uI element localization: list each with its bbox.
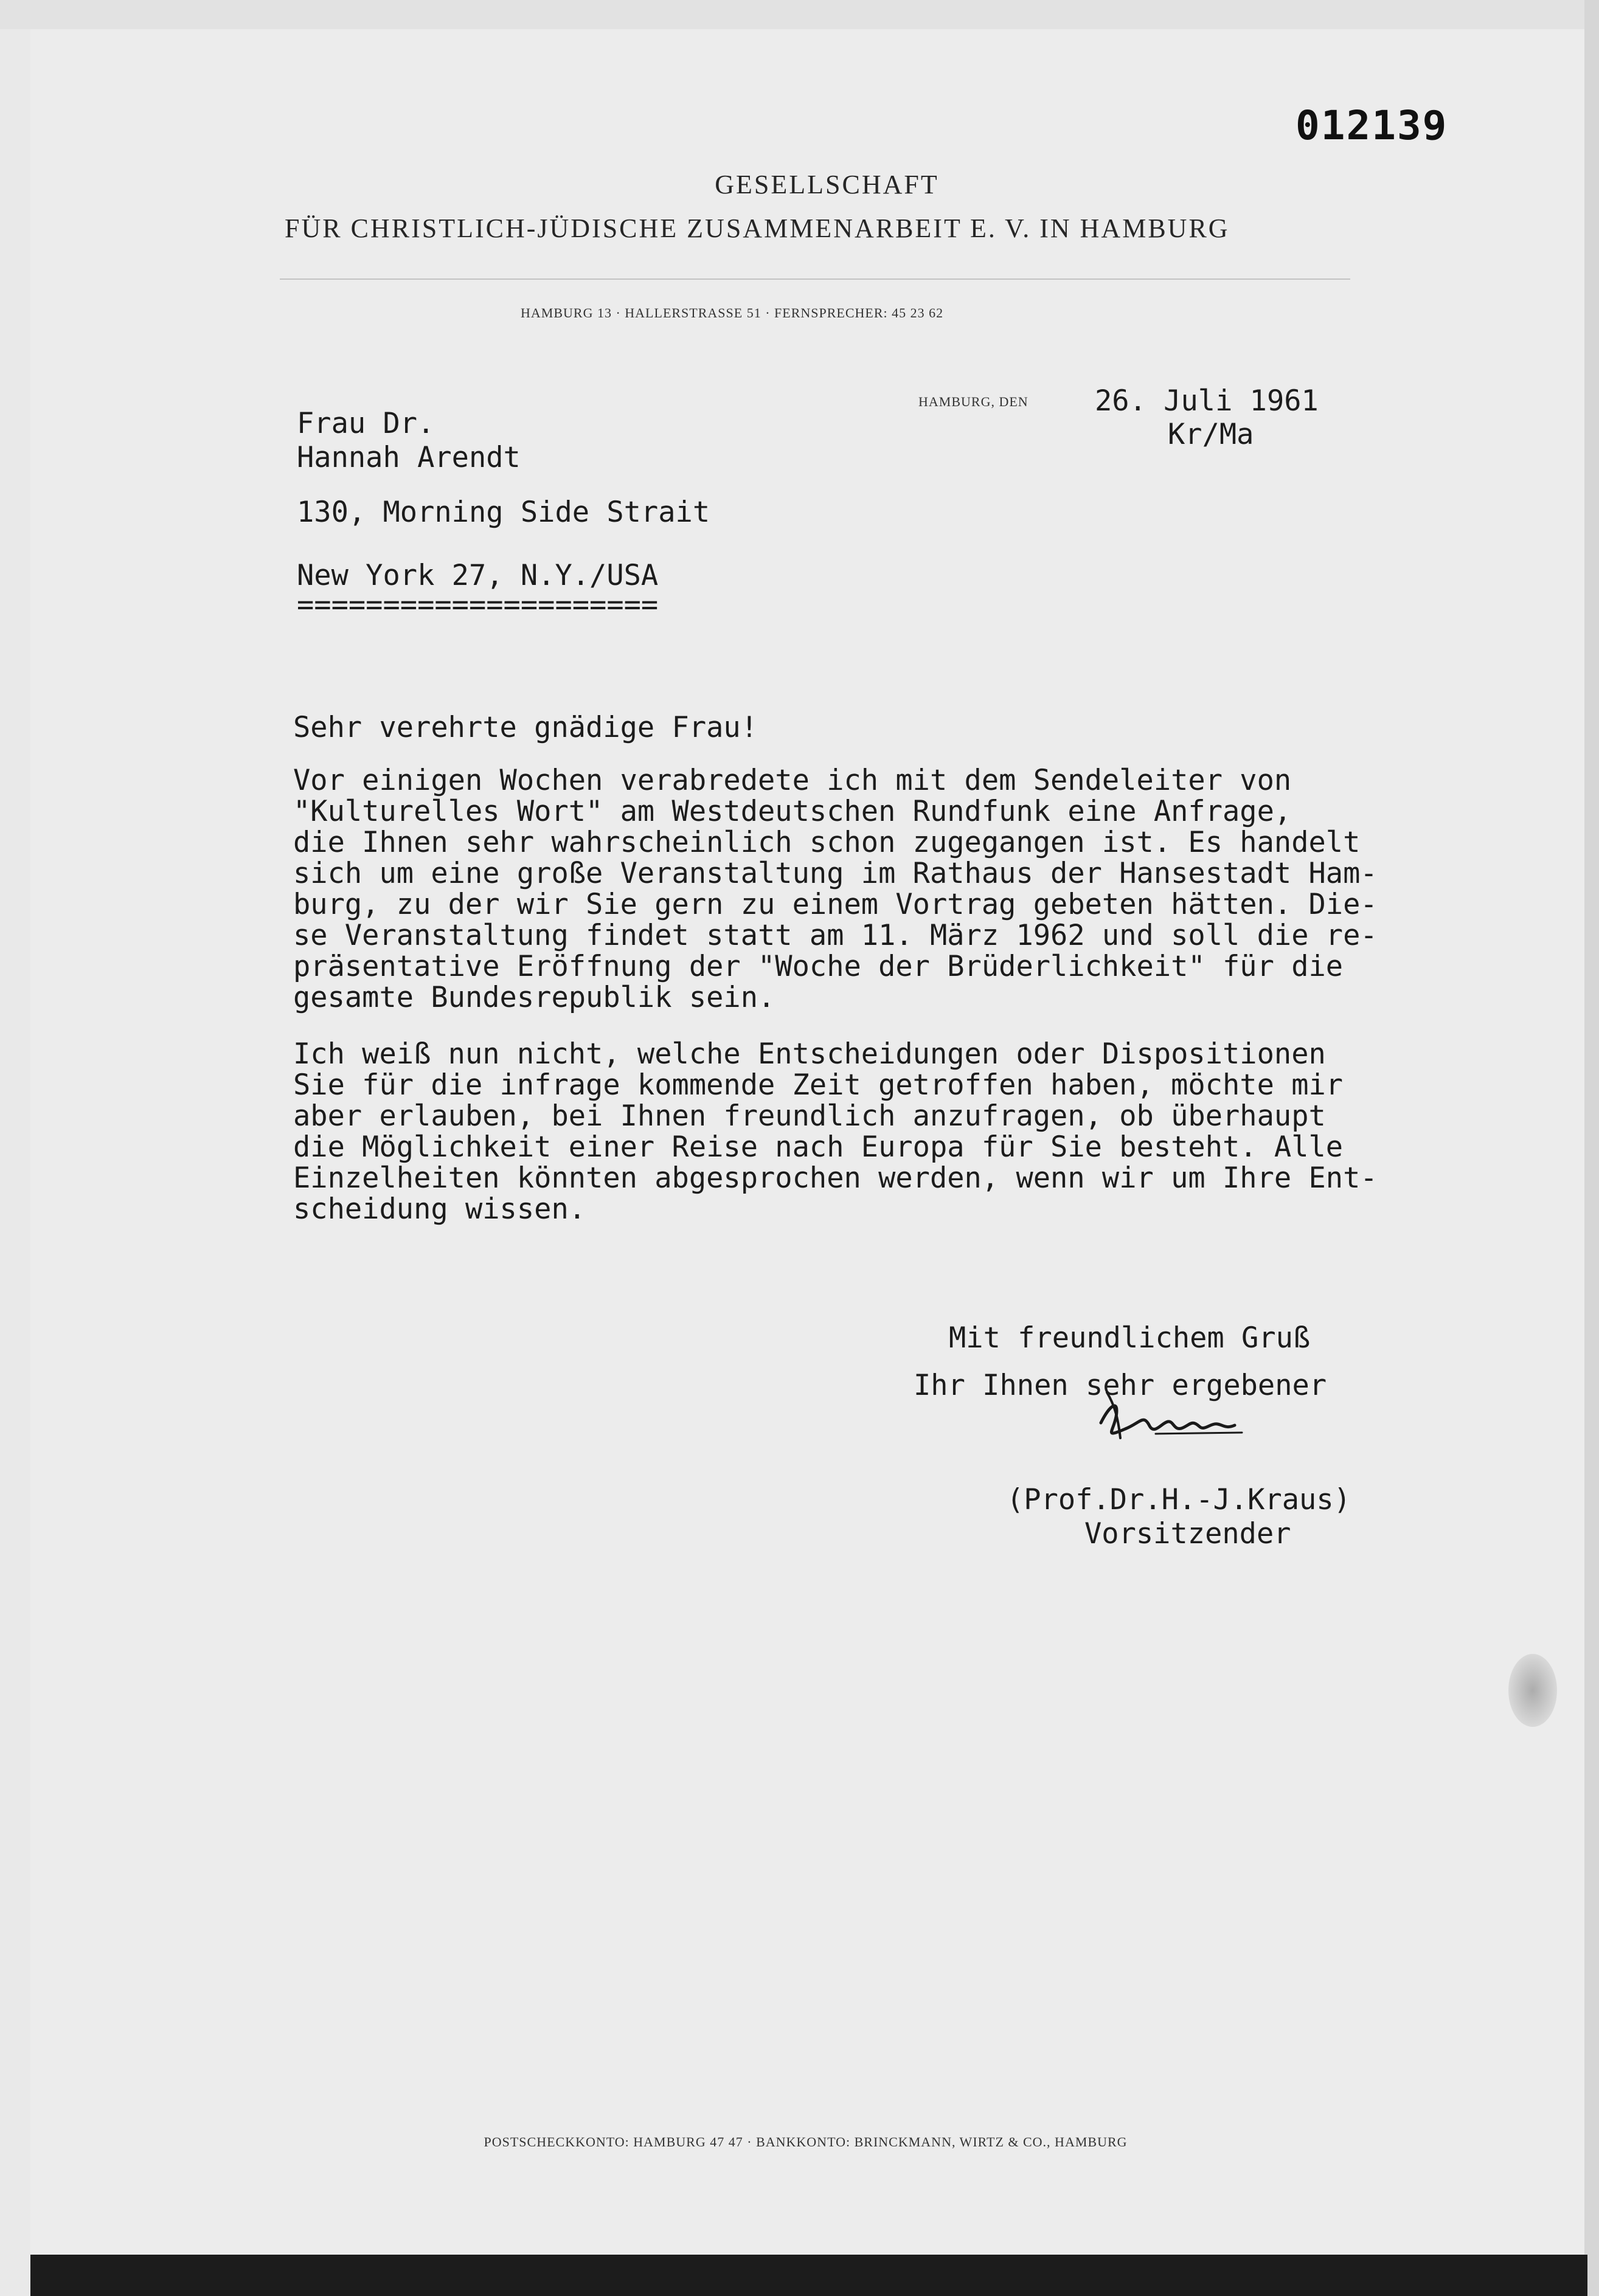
- recipient-line-2: Hannah Arendt: [297, 441, 521, 474]
- paragraph-1-line: die Ihnen sehr wahrscheinlich schon zugegangen ist. Es handelt: [293, 826, 1361, 859]
- paragraph-2-line: Sie für die infrage kommende Zeit getroffen haben, möchte mir: [293, 1068, 1344, 1102]
- scan-top-edge: [0, 0, 1599, 29]
- scan-bottom-shadow: [30, 2255, 1587, 2296]
- signatory-title: Vorsitzender: [1084, 1517, 1291, 1551]
- paragraph-2-line: die Möglichkeit einer Reise nach Europa für Sie besteht. Alle: [293, 1130, 1344, 1164]
- paragraph-2-line: aber erlauben, bei Ihnen freundlich anzufragen, ob überhaupt: [293, 1099, 1326, 1133]
- closing-greeting: Mit freundlichem Gruß: [949, 1321, 1311, 1355]
- paragraph-1-line: "Kulturelles Wort" am Westdeutschen Rundfunk eine Anfrage,: [293, 795, 1292, 828]
- paragraph-1-line: se Veranstaltung findet statt am 11. März 1962 und soll die re-: [293, 919, 1378, 952]
- letterhead-divider: [280, 278, 1350, 280]
- letter-date: 26. Juli 1961: [1095, 384, 1319, 418]
- paragraph-2-line: scheidung wissen.: [293, 1192, 586, 1226]
- handwritten-signature: [1083, 1380, 1265, 1465]
- paragraph-1: [293, 765, 1510, 1013]
- letterhead-address: HAMBURG 13 · HALLERSTRASSE 51 · FERNSPRECHER: 45 23 62: [521, 305, 944, 320]
- paragraph-1-line: gesamte Bundesrepublik sein.: [293, 981, 775, 1014]
- closing-valediction: Ihr Ihnen sehr ergebener: [914, 1369, 1327, 1402]
- paragraph-1-line: Vor einigen Wochen verabredete ich mit dem Sendeleiter von: [293, 764, 1292, 797]
- recipient-line-4: New York 27, N.Y./USA: [297, 559, 659, 592]
- scan-right-edge: [1584, 0, 1599, 2296]
- paragraph-1-line: burg, zu der wir Sie gern zu einem Vortrag gebeten hätten. Die-: [293, 888, 1378, 921]
- paragraph-1-line: präsentative Eröffnung der "Woche der Brüderlichkeit" für die: [293, 950, 1344, 983]
- date-label: HAMBURG, DEN: [918, 394, 1028, 409]
- reference-code: Kr/Ma: [1168, 418, 1254, 451]
- paragraph-2-line: Ich weiß nun nicht, welche Entscheidungen oder Dispositionen: [293, 1037, 1326, 1071]
- recipient-line-3: 130, Morning Side Strait: [297, 496, 710, 529]
- paragraph-2-line: Einzelheiten könnten abgesprochen werden, wenn wir um Ihre Ent-: [293, 1161, 1378, 1195]
- recipient-line-1: Frau Dr.: [297, 407, 435, 440]
- paragraph-1-line: sich um eine große Veranstaltung im Rathaus der Hansestadt Ham-: [293, 857, 1378, 890]
- archive-number: 012139: [1296, 102, 1448, 149]
- footer-bank-details: POSTSCHECKKONTO: HAMBURG 47 47 · BANKKONTO: BRINCKMANN, WIRTZ & CO., HAMBURG: [484, 2134, 1128, 2149]
- letterhead-subtitle: FÜR CHRISTLICH-JÜDISCHE ZUSAMMENARBEIT E. V. IN HAMBURG: [285, 213, 1230, 243]
- recipient-underline: =====================: [297, 588, 659, 621]
- salutation: Sehr verehrte gnädige Frau!: [293, 711, 758, 744]
- signatory-name: (Prof.Dr.H.-J.Kraus): [1007, 1483, 1351, 1516]
- letterhead-title: GESELLSCHAFT: [715, 170, 939, 199]
- scan-smudge: [1508, 1654, 1557, 1727]
- paragraph-2: [293, 1039, 1510, 1225]
